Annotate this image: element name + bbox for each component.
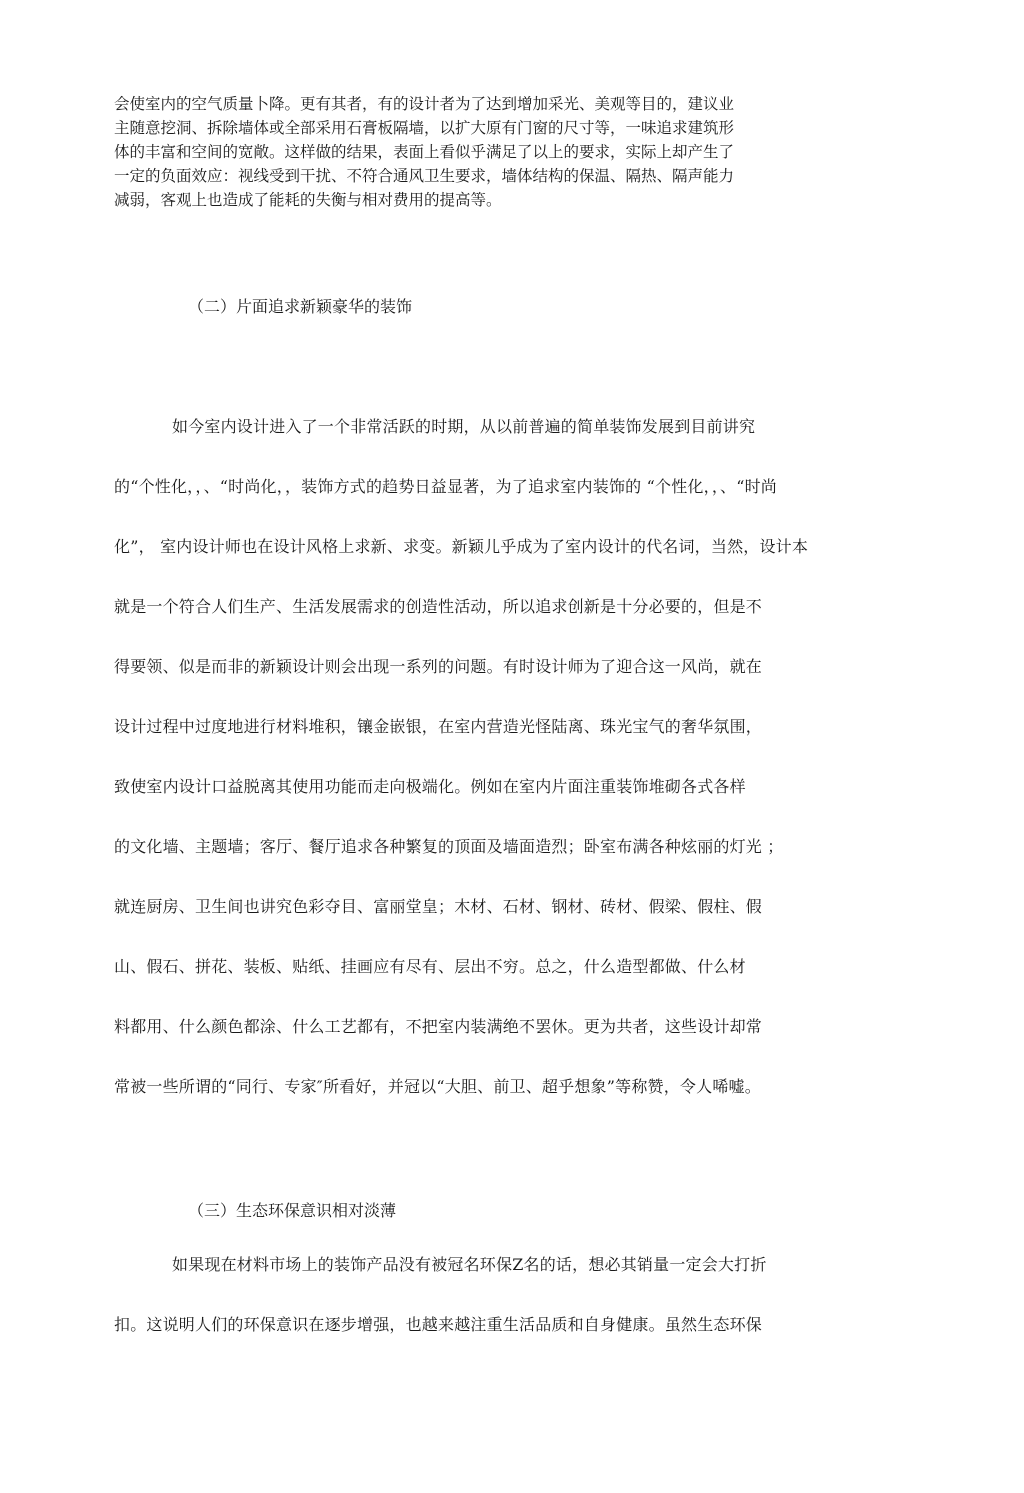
section-heading: （三）生态环保意识相对淡薄 bbox=[188, 1201, 397, 1220]
text-line: 的文化墙、主题墙；客厅、餐厅追求各种繁复的顶面及墙面造烈；卧室布满各种炫丽的灯光 ； bbox=[114, 837, 784, 856]
text-line: 常被一些所谓的“同行、专家″所看好，并冠以“大胆、前卫、超乎想象”等称赞，令人唏嘘。 bbox=[114, 1077, 761, 1096]
text-line: 如今室内设计进入了一个非常活跃的时期，从以前普遍的简单装饰发展到目前讲究 bbox=[172, 417, 756, 436]
text-line: 料都用、什么颜色都涂、什么工艺都有，不把室内装满绝不罢休。更为共者，这些设计却常 bbox=[114, 1017, 763, 1036]
text-line: 山、假石、拼花、装板、贴纸、挂画应有尽有、层出不穷。总之，什么造型都做、什么材 bbox=[114, 957, 746, 976]
text-line: 会使室内的空气质量卜降。更有其者，有的设计者为了达到增加采光、美观等目的，建议业 bbox=[114, 95, 735, 113]
text-line: 如果现在材料市场上的装饰产品没有被冠名环保Z名的话，想必其销量一定会大打折 bbox=[172, 1255, 767, 1274]
text-line: 减弱，客观上也造成了能耗的失衡与相对费用的提高等。 bbox=[114, 191, 502, 209]
text-line: 一定的负面效应：视线受到干扰、不符合通风卫生要求，墙体结构的保温、隔热、隔声能力 bbox=[114, 167, 735, 185]
text-line: 致使室内设计口益脱离其使用功能而走向极端化。例如在室内片面注重装饰堆砌各式各样 bbox=[114, 777, 746, 796]
text-line: 化”， 室内设计师也在设计风格上求新、求变。新颖儿乎成为了室内设计的代名词，当然，设计本 bbox=[114, 537, 809, 556]
text-line: 扣。这说明人们的环保意识在逐步增强，也越来越注重生活品质和自身健康。虽然生态环保 bbox=[114, 1315, 763, 1334]
text-line: 主随意挖洞、拆除墙体或全部采用石膏板隔墙，以扩大原有门窗的尺寸等，一味追求建筑形 bbox=[114, 119, 735, 137]
text-line: 的“个性化，，、“时尚化，，装饰方式的趋势日益显著，为了追求室内装饰的 “个性化，，、“时尚 bbox=[114, 477, 778, 496]
text-line: 就是一个符合人们生产、生活发展需求的创造性活动，所以追求创新是十分必要的，但是不 bbox=[114, 597, 763, 616]
section-heading: （二）片面追求新颖豪华的装饰 bbox=[188, 297, 413, 316]
text-line: 体的丰富和空间的宽敞。这样做的结果，表面上看似乎满足了以上的要求，实际上却产生了 bbox=[114, 143, 735, 161]
text-line: 得要领、似是而非的新颖设计则会出现一系列的问题。有时设计师为了迎合这一风尚，就在 bbox=[114, 657, 763, 676]
text-line: 设计过程中过度地进行材料堆积，镶金嵌银，在室内营造光怪陆离、珠光宝气的奢华氛围， bbox=[114, 717, 763, 736]
text-line: 就连厨房、卫生间也讲究色彩夺目、富丽堂皇；木材、石材、钢材、砖材、假梁、假柱、假 bbox=[114, 897, 763, 916]
